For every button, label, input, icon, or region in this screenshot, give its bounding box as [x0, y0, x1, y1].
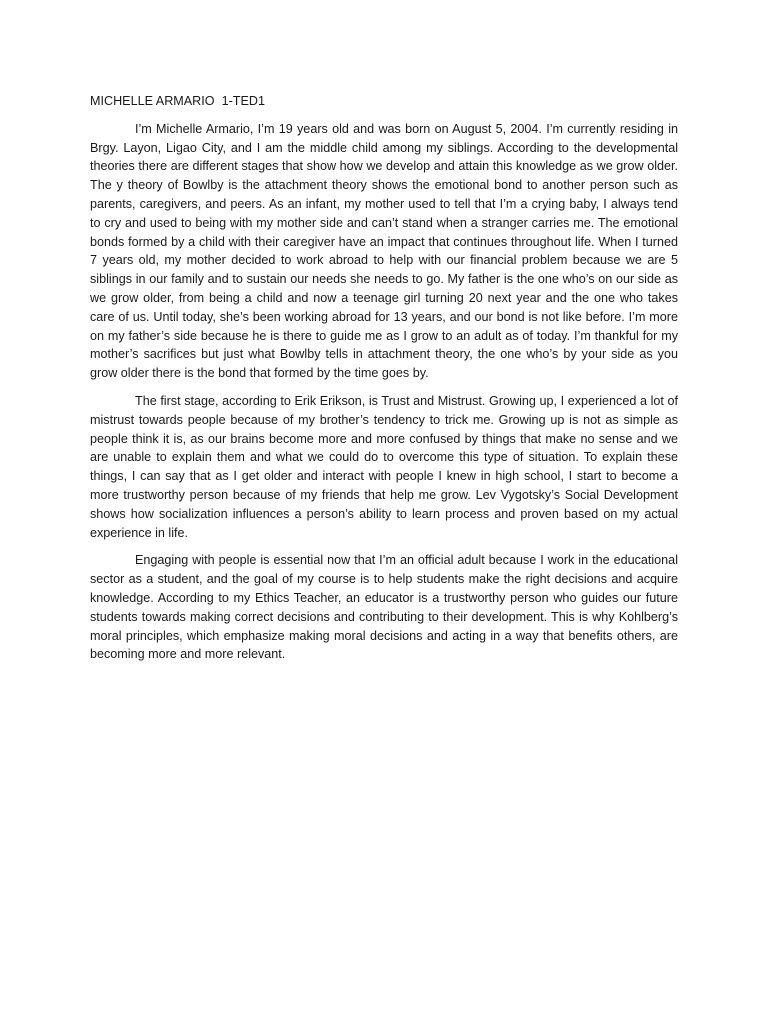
- paragraph-2: The first stage, according to Erik Erikson, is Trust and Mistrust. Growing up, I experienced a lot of mistrust towards people because of my brother’s tendency to trick me. Growing up is not as simple as people think it is, as our brains become more and more confused by things that make no sense and we are unable to explain them and what we could do to overcome this type of situation. To explain these things, I can say that as I get older and interact with people I knew in high school, I start to become a more trustworthy person because of my friends that help me grow. Lev Vygotsky’s Social Development shows how socialization influences a person’s ability to learn process and proven based on my actual experience in life.: [90, 393, 678, 540]
- document-heading: MICHELLE ARMARIO 1-TED1: [90, 94, 265, 108]
- paragraph-1: I’m Michelle Armario, I’m 19 years old and was born on August 5, 2004. I’m currently residing in Brgy. Layon, Ligao City, and I am the middle child among my siblings. According to the developmental theories there are different stages that show how we develop and attain this knowledge as we grow older. The y theory of Bowlby is the attachment theory shows the emotional bond to another person such as parents, caregivers, and peers. As an infant, my mother used to tell that I’m a crying baby, I always tend to cry and used to being with my mother side and can’t stand when a stranger carries me. The emotional bonds formed by a child with their caregiver have an impact that continues throughout life. When I turned 7 years old, my mother decided to work abroad to help with our financial problem because we are 5 siblings in our family and to sustain our needs she needs to go. My father is the one who’s on our side as we grow older, from being a child and now a teenage girl turning 20 next year and the one who takes care of us. Until today, she’s been working abroad for 13 years, and our bond is not like before. I’m more on my father’s side because he is there to guide me as I grow to an adult as of today. I’m thankful for my mother’s sacrifices but just what Bowlby tells in attachment theory, the one who’s by your side as you grow older there is the bond that formed by the time goes by.: [90, 121, 678, 381]
- paragraph-3: Engaging with people is essential now that I’m an official adult because I work in the educational sector as a student, and the goal of my course is to help students make the right decisions and acquire knowledge. According to my Ethics Teacher, an educator is a trustworthy person who guides our future students towards making correct decisions and contributing to their development. This is why Kohlberg’s moral principles, which emphasize making moral decisions and acting in a way that benefits others, are becoming more and more relevant.: [90, 553, 678, 662]
